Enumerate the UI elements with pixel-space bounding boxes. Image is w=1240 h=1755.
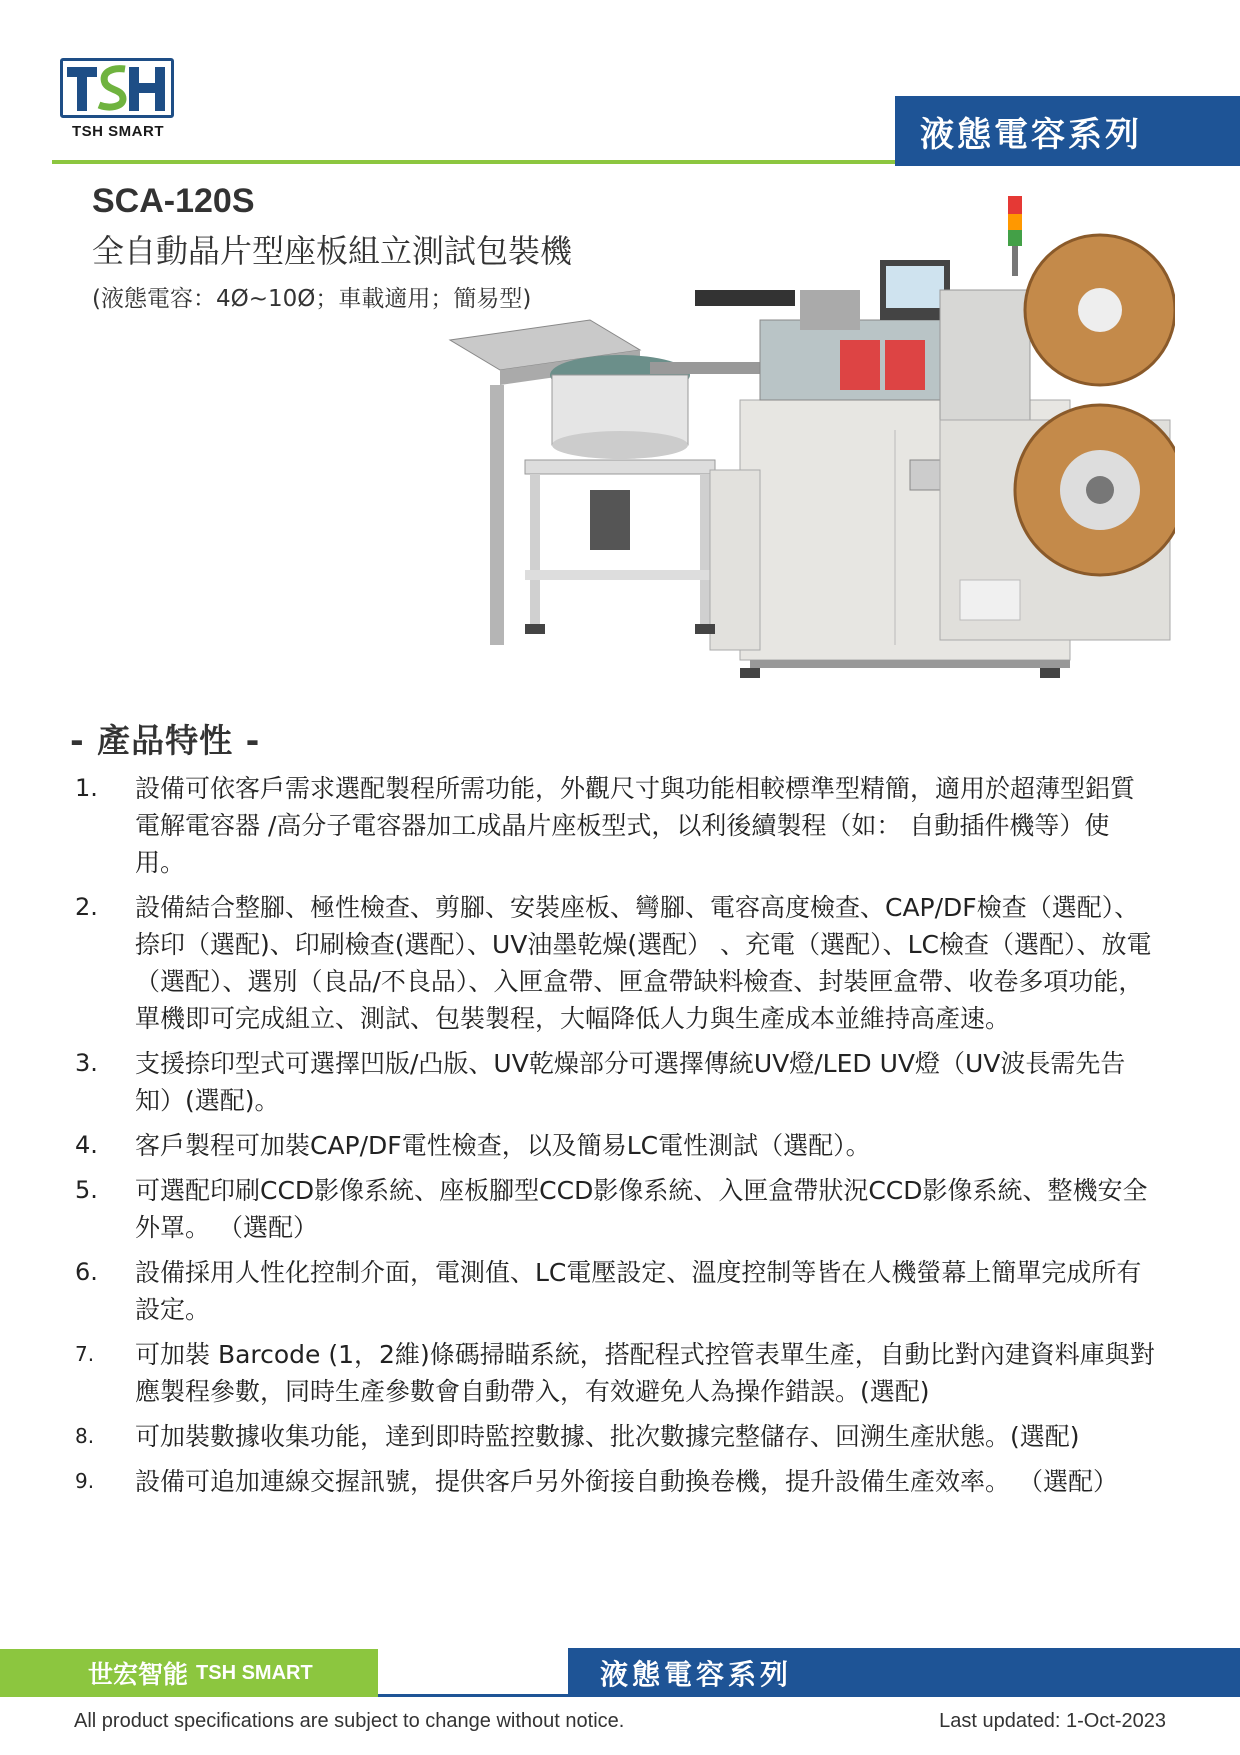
feature-number: 5. — [75, 1176, 98, 1204]
feature-number: 4. — [75, 1131, 98, 1159]
feature-number: 1. — [75, 774, 98, 802]
logo-mark — [60, 58, 174, 118]
feature-text: 客戶製程可加裝CAP/DF電性檢查，以及簡易LC電性測試（選配）。 — [135, 1131, 871, 1160]
footer-company — [0, 1649, 378, 1697]
feature-item — [75, 1254, 1155, 1328]
footer-notice: All product specifications are subject to change without notice. — [74, 1710, 625, 1732]
machine-photo — [440, 190, 1175, 750]
footer-company-en: TSH SMART — [196, 1661, 313, 1684]
feature-text: 可選配印刷CCD影像系統、座板腳型CCD影像系統、入匣盒帶狀況CCD影像系統、整機安全外罩。 （選配） — [135, 1176, 1148, 1242]
product-name: 全自動晶片型座板組立測試包裝機 — [92, 232, 573, 270]
feature-text: 設備可追加連線交握訊號，提供客戶另外銜接自動換卷機，提升設備生產效率。 （選配） — [135, 1467, 1118, 1496]
footer-updated: Last updated: 1-Oct-2023 — [939, 1710, 1166, 1732]
model-number: SCA-120S — [92, 182, 255, 220]
feature-number: 6. — [75, 1258, 98, 1286]
feature-item — [75, 1172, 1155, 1246]
features-heading: - 產品特性 - — [70, 721, 261, 760]
feature-item — [75, 770, 1155, 881]
feature-text: 設備採用人性化控制介面，電測值、LC電壓設定、溫度控制等皆在人機螢幕上簡單完成所有設定。 — [135, 1258, 1142, 1324]
logo-text: TSH SMART — [72, 123, 164, 140]
tsh-logo-icon — [63, 61, 171, 115]
feature-item — [75, 1336, 1155, 1410]
feature-text: 設備可依客戶需求選配製程所需功能，外觀尺寸與功能相較標準型精簡，適用於超薄型鋁質電解電容器 /高分子電容器加工成晶片座板型式，以利後續製程（如： 自動插件機等）使用。 — [135, 774, 1136, 877]
feature-text: 支援捺印型式可選擇凹版/凸版、UV乾燥部分可選擇傳統UV燈/LED UV燈（UV波長需先告知）(選配)。 — [135, 1049, 1126, 1115]
footer-company-zh: 世宏智能 — [88, 1660, 189, 1689]
features-list — [75, 770, 1155, 1508]
feature-item — [75, 1127, 1155, 1164]
feature-number: 9. — [75, 1469, 95, 1493]
feature-text: 可加裝 Barcode (1，2維)條碼掃瞄系統，搭配程式控管表單生產，自動比對內建資料庫與對應製程參數，同時生產參數會自動帶入，有效避免人為操作錯誤。(選配) — [135, 1340, 1155, 1406]
feature-text: 設備結合整腳、極性檢查、剪腳、安裝座板、彎腳、電容高度檢查、CAP/DF檢查（選配）、捺印（選配)、印刷檢查(選配）、UV油墨乾燥(選配） 、充電（選配）、LC檢查（選配）、放電（選配）、選別（良品/不良品）、入匣盒帶、匣盒帶缺料檢查、封裝匣盒帶、收卷多項功能，單機即可完成組立、測試、包裝製程，大幅降低人力與生產成本並維持高產速。 — [135, 893, 1152, 1033]
company-logo — [58, 56, 176, 144]
header-divider — [52, 160, 895, 164]
feature-text: 可加裝數據收集功能，達到即時監控數據、批次數據完整儲存、回溯生產狀態。(選配) — [135, 1422, 1080, 1451]
feature-item — [75, 1418, 1155, 1455]
series-tag: 液態電容系列 — [895, 96, 1240, 166]
footer-divider — [378, 1694, 568, 1697]
feature-number: 3. — [75, 1049, 98, 1077]
feature-number: 2. — [75, 893, 98, 921]
feature-number: 8. — [75, 1424, 95, 1448]
feature-item — [75, 889, 1155, 1037]
footer-series: 液態電容系列 — [568, 1648, 1240, 1697]
product-spec: (液態電容：4Ø~10Ø；車載適用；簡易型) — [92, 286, 532, 312]
feature-number: 7. — [75, 1342, 95, 1366]
feature-item — [75, 1045, 1155, 1119]
feature-item — [75, 1463, 1155, 1500]
